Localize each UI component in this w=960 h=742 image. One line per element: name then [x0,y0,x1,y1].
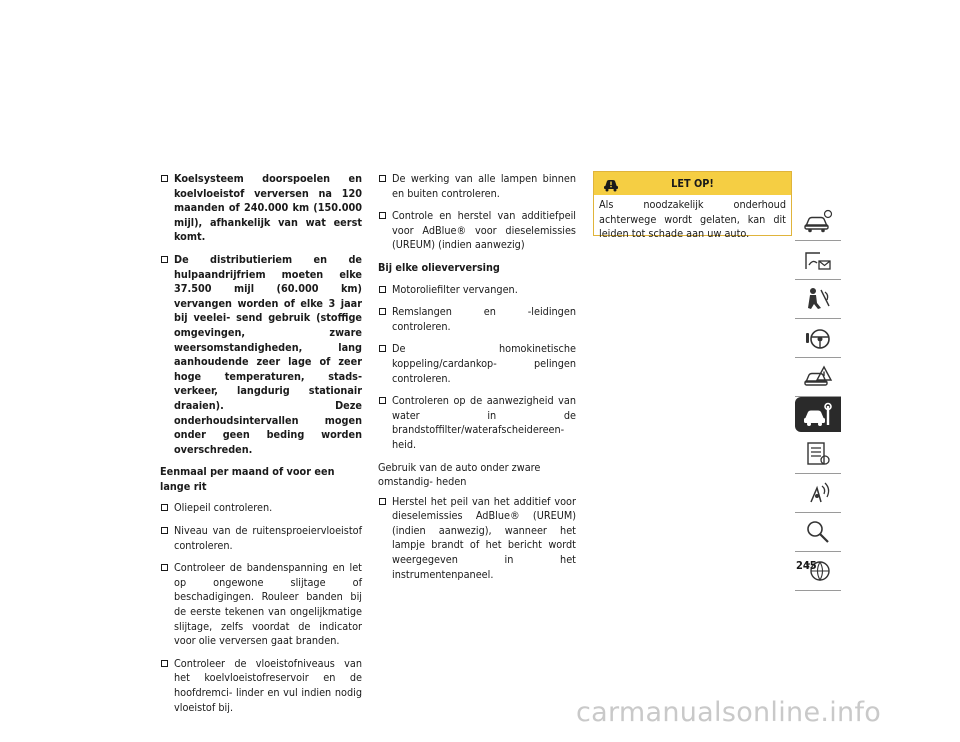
middle-column [378,172,576,590]
section-paragraph: Gebruik van de auto onder zware omstandig- heden [378,460,541,489]
chapter-tabs [795,202,841,591]
checkbox-bullet-icon [161,564,168,571]
dashboard-message-icon [803,247,833,273]
warning-title: LET OP! [671,177,714,190]
checkbox-bullet-icon [161,175,168,182]
list-item: De distributieriem en de hulpaandrijfriem moeten elke 37.500 mijl (60.000 km) vervangen worden of elke 3 jaar bij veelei- send gebruik (stoffige omgevingen, zware weersomstandigheden, lang aanhoudende zeer lage of zeer hoge temperaturen, stads- verkeer, langdurig stationair draaien). Deze onderhoudsintervallen mogen onder geen beding worden overschreden. [160,253,362,457]
specifications-icon [803,441,833,467]
list-item: Koelsysteem doorspoelen en koelvloeistof verversen na 120 maanden of 240.000 km (150.000 mijl), afhankelijk van wat eerst komt. [160,172,362,245]
tab-multimedia[interactable] [795,474,841,513]
safety-airbag-icon [803,286,833,312]
list-item: Controle en herstel van additiefpeil voor AdBlue® voor dieselemissies (UREUM) (indien aanwezig) [378,209,576,253]
list-item: Niveau van de ruitensproeiervloeistof controleren. [160,524,362,553]
tab-emergency[interactable] [795,358,841,397]
checkbox-bullet-icon [379,397,386,404]
checkbox-bullet-icon [379,308,386,315]
warning-car-icon [602,175,620,192]
section-heading: Eenmaal per maand of voor een lange rit [160,465,335,493]
left-column [160,172,362,723]
list-item: De werking van alle lampen binnen en buiten controleren. [378,172,576,201]
tab-specifications[interactable] [795,435,841,474]
tab-starting[interactable] [795,319,841,358]
tab-service-maintenance[interactable] [795,397,841,432]
checkbox-bullet-icon [161,504,168,511]
service-maintenance-icon [803,402,833,428]
starting-driving-icon [803,325,833,351]
tab-dashboard[interactable] [795,241,841,280]
warning-box [593,171,792,241]
checkbox-bullet-icon [379,175,386,182]
multimedia-icon [803,480,833,506]
section-heading: Bij elke olieverversing [378,260,500,274]
checkbox-bullet-icon [379,498,386,505]
checkbox-bullet-icon [379,286,386,293]
car-info-icon [803,208,833,234]
index-search-icon [803,519,833,545]
list-item: De homokinetische koppeling/cardankop- pelingen controleren. [378,342,576,386]
checkbox-bullet-icon [379,345,386,352]
warning-text: Als noodzakelijk onderhoud achterwege wordt gelaten, kan dit leiden tot schade aan uw auto. [599,198,786,241]
list-item: Controleren op de aanwezigheid van water in de brandstoffilter/waterafscheidereen- heid. [378,394,576,452]
list-item: Controleer de vloeistofniveaus van het koelvloeistofreservoir en de hoofdremci- linder en vul indien nodig vloeistof bij. [160,657,362,715]
page-number: 245 [796,559,817,572]
list-item: Remslangen en -leidingen controleren. [378,305,576,334]
warning-header [594,172,791,195]
list-item: Motoroliefilter vervangen. [378,283,576,298]
checkbox-bullet-icon [161,256,168,263]
tab-car-info[interactable] [795,202,841,241]
list-item: Controleer de bandenspanning en let op ongewone slijtage of beschadigingen. Rouleer banden bij de eerste tekenen van ongelijkmatige slijtage, zelfs voordat de indicator voor olie verversen gaat branden. [160,561,362,649]
checkbox-bullet-icon [379,212,386,219]
watermark: carmanualsonline.info [576,697,882,728]
emergency-icon [803,364,833,390]
tab-index[interactable] [795,513,841,552]
checkbox-bullet-icon [161,527,168,534]
tab-safety[interactable] [795,280,841,319]
list-item: Oliepeil controleren. [160,501,362,516]
checkbox-bullet-icon [161,660,168,667]
list-item: Herstel het peil van het additief voor dieselemissies AdBlue® (UREUM) (indien aanwezig), wanneer het lampje brandt of het bericht wordt weergegeven in het instrumentenpaneel. [378,495,576,583]
